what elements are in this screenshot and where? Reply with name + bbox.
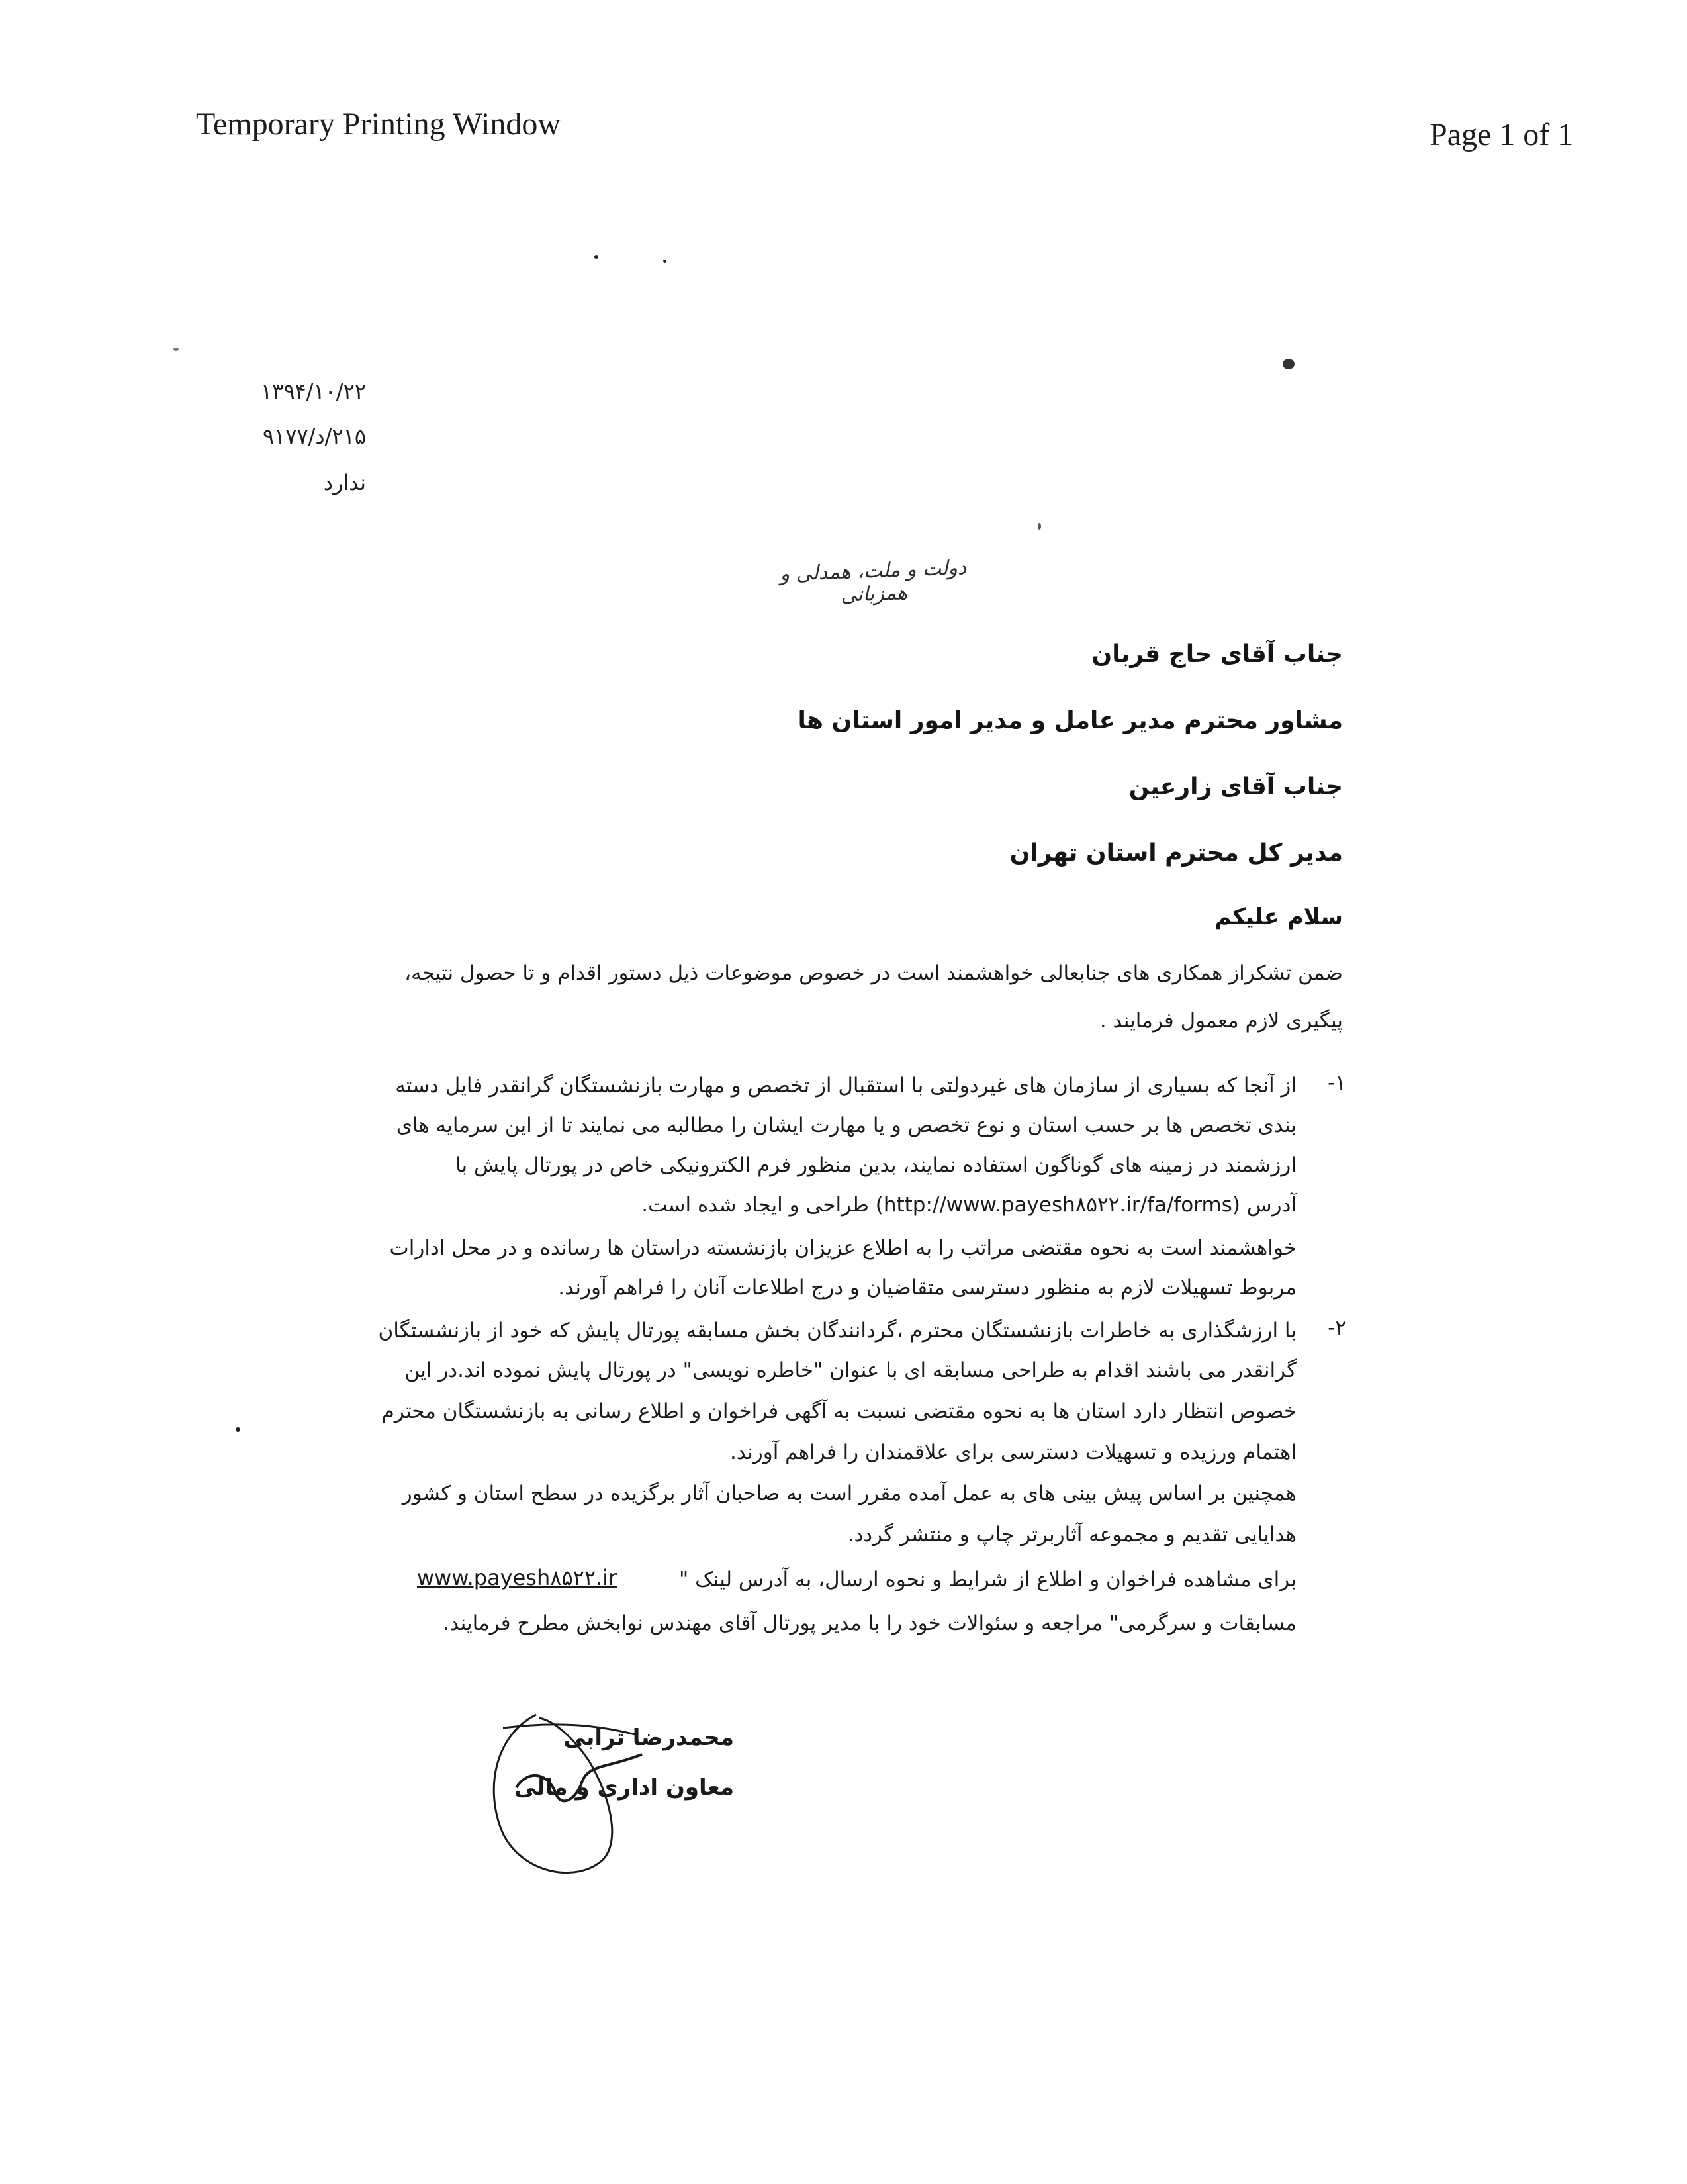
item-line: مربوط تسهیلات لازم به منظور دسترسی متقاضیان و درج اطلاعات آنان را فراهم آورند.	[558, 1276, 1297, 1300]
recipient-line: جناب آقای زارعین	[1128, 773, 1343, 800]
scan-speck	[1038, 523, 1041, 530]
item-line: خواهشمند است به نحوه مقتضی مراتب را به اطلاع عزیزان بازنشسته دراستان ها رسانده و در محل ادارات	[389, 1236, 1297, 1260]
intro-line: ضمن تشکراز همکاری های جنابعالی خواهشمند است در خصوص موضوعات ذیل دستور اقدام و تا حصول نتیجه،	[404, 961, 1343, 985]
item-line: ارزشمند در زمینه های گوناگون استفاده نمایند، بدین منظور فرم الکترونیکی خاص در پورتال پایش با	[455, 1153, 1297, 1177]
scan-speck	[594, 255, 598, 259]
letter-number: ۲۱۵/د/۹۱۷۷	[262, 424, 366, 449]
item-line: آدرس (http://www.payesh۸۵۲۲.ir/fa/forms) طراحی و ایجاد شده است.	[641, 1193, 1297, 1217]
scan-speck	[236, 1427, 240, 1432]
item-number: ۱-	[1328, 1071, 1346, 1095]
portal-link[interactable]: www.payesh۸۵۲۲.ir	[417, 1565, 617, 1590]
signatory-title: معاون اداری و مالی	[514, 1774, 734, 1801]
recipient-line: جناب آقای حاج قربان	[1091, 641, 1343, 668]
item-line: هدایایی تقدیم و مجموعه آثاربرتر چاپ و منتشر گردد.	[847, 1523, 1297, 1546]
scan-speck	[1283, 359, 1295, 369]
intro-line: پیگیری لازم معمول فرمایند .	[1099, 1009, 1343, 1033]
item-line: با ارزشگذاری به خاطرات بازنشستگان محترم ،گردانندگان بخش مسابقه پورتال پایش که خود از بازنشستگان	[378, 1319, 1297, 1343]
item-line: اهتمام ورزیده و تسهیلات دسترسی برای علاقمندان را فراهم آورند.	[730, 1441, 1297, 1464]
closing-line: مسابقات و سرگرمی" مراجعه و سئوالات خود را با مدیر پورتال آقای مهندس نوابخش مطرح فرمایند.	[443, 1611, 1297, 1635]
item-line: از آنجا که بسیاری از سازمان های غیردولتی با استقبال از تخصص و مهارت بازنشستگان گرانقدر فایل دسته	[395, 1074, 1297, 1098]
recipient-line: مشاور محترم مدیر عامل و مدیر امور استان ها	[798, 707, 1343, 734]
item-number: ۲-	[1328, 1316, 1346, 1340]
page-indicator: Page 1 of 1	[1430, 117, 1574, 152]
handwritten-signature	[477, 1708, 649, 1887]
print-window-title: Temporary Printing Window	[196, 107, 561, 142]
signatory-name: محمدرضا ترابی	[563, 1725, 734, 1751]
letter-attachment: ندارد	[323, 470, 366, 495]
item-line: گرانقدر می باشند اقدام به طراحی مسابقه ای با عنوان "خاطره نویسی" در پورتال پایش نموده اند.در این	[404, 1358, 1297, 1382]
closing-line: برای مشاهده فراخوان و اطلاع از شرایط و نحوه ارسال، به آدرس لینک "	[679, 1568, 1297, 1591]
item-line: همچنین بر اساس پیش بینی های به عمل آمده مقرر است به صاحبان آثار برگزیده در سطح استان و کشور	[402, 1482, 1297, 1505]
letter-date: ۱۳۹۴/۱۰/۲۲	[260, 379, 366, 404]
item-line: بندی تخصص ها بر حسب استان و نوع تخصص و یا مهارت ایشان را مطالبه می نمایند تا از این سرمایه های	[396, 1114, 1297, 1137]
recipient-line: مدیر کل محترم استان تهران	[1009, 839, 1343, 867]
scan-speck	[663, 260, 666, 263]
greeting: سلام علیکم	[1214, 904, 1343, 930]
scan-speck	[173, 348, 179, 351]
letterhead-motto: دولت و ملت، همدلی و همزبانی	[779, 556, 967, 607]
item-line: خصوص انتظار دارد استان ها به نحوه مقتضی نسبت به آگهی فراخوان و اطلاع رسانی به بازنشستگان محترم	[381, 1400, 1297, 1423]
